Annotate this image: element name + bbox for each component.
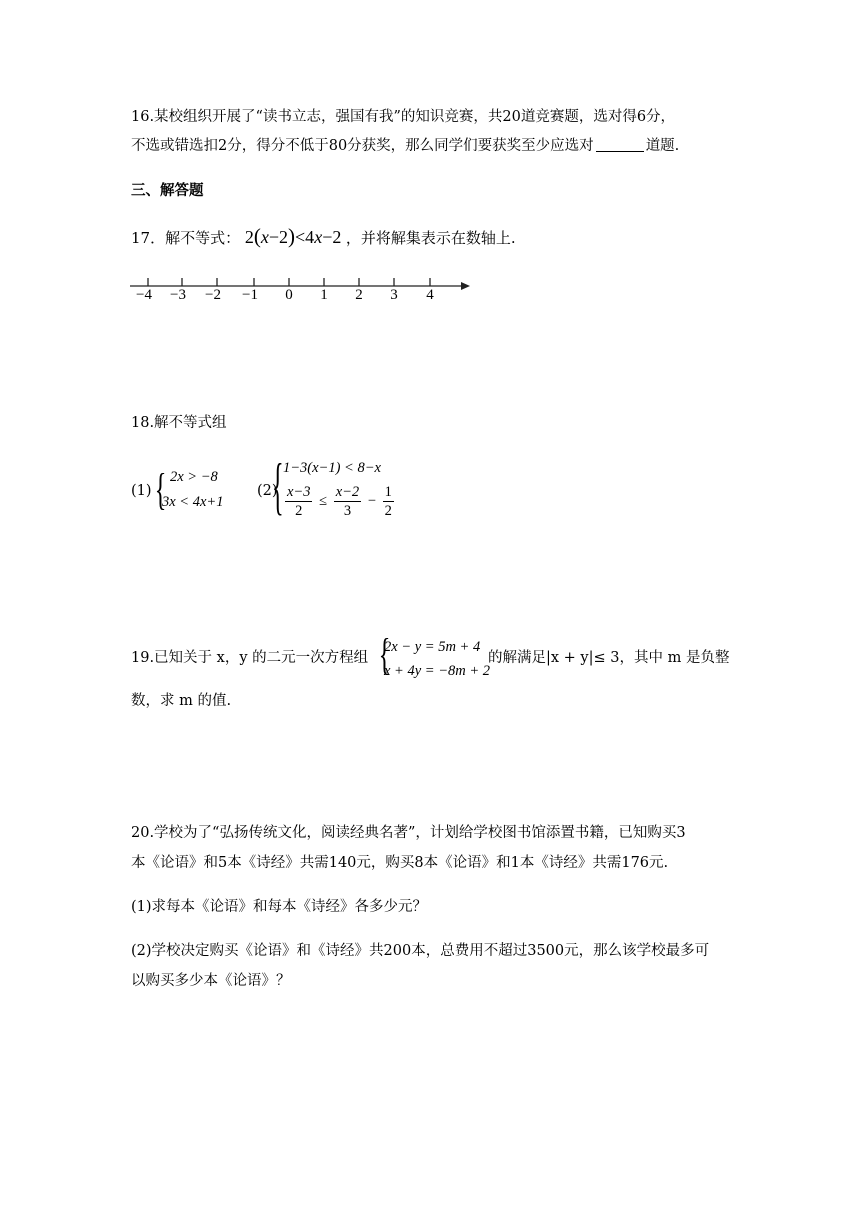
q18-part1-eq1: 2x > −8 <box>170 469 218 485</box>
tick-label: −1 <box>242 287 258 303</box>
q19-brace: { <box>378 630 391 679</box>
q17-line <box>131 226 516 248</box>
tick-label: 0 <box>285 287 293 303</box>
q16-line2 <box>131 136 679 156</box>
q20-line2: 本《论语》和5本《诗经》共需140元，购买8本《论语》和1本《诗经》共需176元. <box>131 855 669 871</box>
answer-blank[interactable] <box>596 137 644 152</box>
q18-part2-brace: { <box>272 450 284 522</box>
q20-sub1: (1)求每本《论语》和每本《诗经》各多少元？ <box>131 899 428 915</box>
tick-label: 3 <box>390 287 398 303</box>
fraction: $\frac{x-3}{2}$ <box>287 484 311 519</box>
q17-suffix: ，并将解集表示在数轴上. <box>345 229 516 247</box>
tick-label: 4 <box>426 287 434 303</box>
tick-label: −3 <box>170 287 186 303</box>
q18-part1-brace: { <box>154 465 167 514</box>
tick-label: −2 <box>205 287 221 303</box>
q19-line2: 数，求 m 的值. <box>131 693 232 709</box>
q18-part1-label: (1) <box>131 483 152 499</box>
fraction: $\frac{x-2}{3}$ <box>335 484 360 519</box>
q20-sub2-line1: (2)学校决定购买《论语》和《诗经》共200本，总费用不超过3500元，那么该学校最多可 <box>131 943 710 959</box>
q17-prefix: 17．解不等式： <box>131 229 241 247</box>
q18-part2-eq2: $\frac{x-3}{2}$ ≤ $\frac{x-2}{3}$ − $\frac{1}{2}$ <box>287 484 392 519</box>
q18-part1-eq2: 3x < 4x+1 <box>162 494 224 510</box>
section-title: 三、解答题 <box>131 182 204 199</box>
tick-label: −4 <box>136 287 152 303</box>
fraction: $\frac{1}{2}$ <box>384 484 392 519</box>
q19-condition: 的解满足|x + y|≤ 3，其中 m 是负整 <box>488 650 730 666</box>
q16-line2-text: 不选或错选扣2分，得分不低于80分获奖，那么同学们要获奖至少应选对 <box>131 138 594 154</box>
number-line <box>128 272 478 312</box>
q19-prefix: 19.已知关于 x，y 的二元一次方程组 <box>131 650 369 666</box>
tick-label: 1 <box>320 287 328 303</box>
tick-label: 2 <box>355 287 363 303</box>
q20-sub2-line2: 以购买多少本《论语》？ <box>131 973 291 989</box>
q18-part2-eq1: 1−3(x−1) < 8−x <box>283 460 381 476</box>
q19-eq2: x + 4y = −8m + 2 <box>384 663 490 679</box>
q16-line2-end: 道题. <box>645 138 680 154</box>
q20-line1: 20.学校为了“弘扬传统文化，阅读经典名著”，计划给学校图书馆添置书籍，已知购买3 <box>131 825 686 841</box>
q17-inequality: 2(x−2)<4x−2 <box>244 224 342 248</box>
q18-part2-label: (2) <box>257 483 278 499</box>
q16-line1: 16.某校组织开展了“读书立志，强国有我”的知识竞赛，共20道竞赛题，选对得6分， <box>131 109 676 125</box>
q18-title: 18.解不等式组 <box>131 415 227 431</box>
q19-eq1: 2x − y = 5m + 4 <box>384 639 481 655</box>
